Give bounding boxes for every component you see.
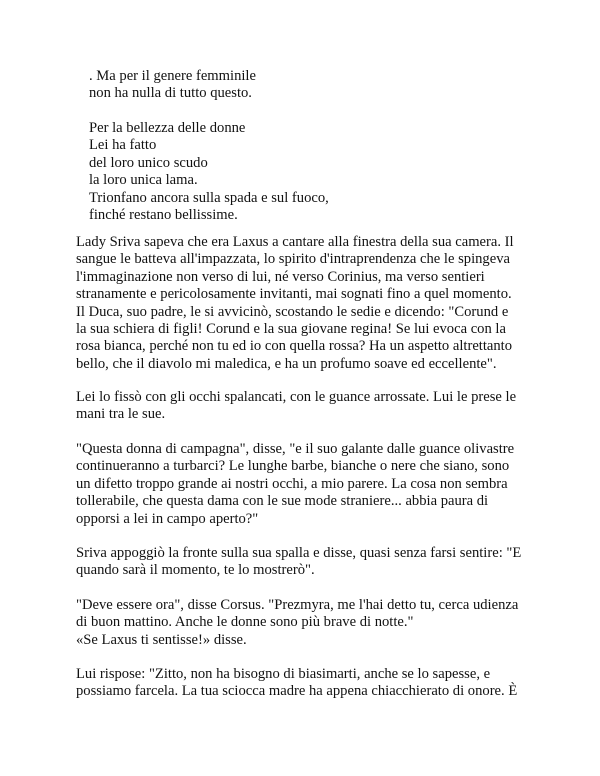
paragraph-2 [76,389,536,424]
verse-stanza-2 [89,120,329,224]
paragraph-line: possiamo farcela. La tua sciocca madre ha appena chiacchierato di onore. È [76,683,518,700]
paragraph-1 [76,234,536,373]
paragraph-line: sangue le batteva all'impazzata, lo spirito d'intraprendenza che le spingeva [76,251,510,268]
paragraph-line: "Questa donna di campagna", disse, "e il suo galante dalle guance olivastre [76,441,515,457]
paragraph-line: Sriva appoggiò la fronte sulla sua spalla e disse, quasi senza farsi sentire: "E [76,545,522,561]
paragraph-4 [76,545,536,580]
paragraph-line: mani tra le sue. [76,406,166,423]
verse-line: Trionfano ancora sulla spada e sul fuoco, [89,189,329,206]
paragraph-line: stranamente e pericolosamente invitanti, mai sognati fino a quel momento. [76,286,512,303]
paragraph-line: bello, che il diavolo mi maledica, e ha un profumo soave ed eccellente". [76,355,497,372]
verse-line: finché restano bellissime. [89,207,238,224]
verse-line: del loro unico scudo [89,154,208,171]
paragraph-line: un difetto troppo grande ai nostri occhi, a mio parere. La cosa non sembra [76,475,508,492]
paragraph-line: Lui rispose: "Zitto, non ha bisogno di biasimarti, anche se lo sapesse, e [76,666,491,682]
paragraph-line: "Deve essere ora", disse Corsus. "Prezmyra, me l'hai detto tu, cerca udienza [76,597,519,613]
paragraph-line: rosa bianca, perché non tu ed io con quella rossa? Ha un aspetto altrettanto [76,338,513,355]
verse-line: Lei ha fatto [89,137,157,154]
paragraph-line: opporsi a lei in campo aperto?" [76,510,259,527]
paragraph-line: quando sarà il momento, te lo mostrerò". [76,562,315,579]
verse-stanza-1 [89,68,256,103]
paragraph-line: Lei lo fissò con gli occhi spalancati, con le guance arrossate. Lui le prese le [76,389,517,405]
paragraph-line: tollerabile, che questa dama con le sue mode straniere... abbia paura di [76,493,489,510]
paragraph-line: Il Duca, suo padre, le si avvicinò, scostando le sedie e dicendo: "Corund e [76,303,509,320]
paragraph-line: l'immaginazione non verso di lui, né verso Corinius, ma verso sentieri [76,268,485,285]
verse-line: non ha nulla di tutto questo. [89,85,252,102]
paragraph-line: continueranno a turbarci? Le lunghe barbe, bianche o nere che siano, sono [76,458,510,475]
paragraph-line: «Se Laxus ti sentisse!» disse. [76,632,247,648]
paragraph-7 [76,666,536,701]
paragraph-3 [76,441,536,528]
paragraph-6 [76,632,536,649]
verse-line: la loro unica lama. [89,172,198,189]
paragraph-line: di buon mattino. Anche le donne sono più brave di notte." [76,614,414,631]
paragraph-line: la sua schiera di figli! Corund e la sua giovane regina! Se lui evoca con la [76,321,506,338]
paragraph-line: Lady Sriva sapeva che era Laxus a cantare alla finestra della sua camera. Il [76,234,514,250]
paragraph-5 [76,597,536,632]
verse-line: Per la bellezza delle donne [89,120,246,136]
verse-line: . Ma per il genere femminile [89,68,256,84]
